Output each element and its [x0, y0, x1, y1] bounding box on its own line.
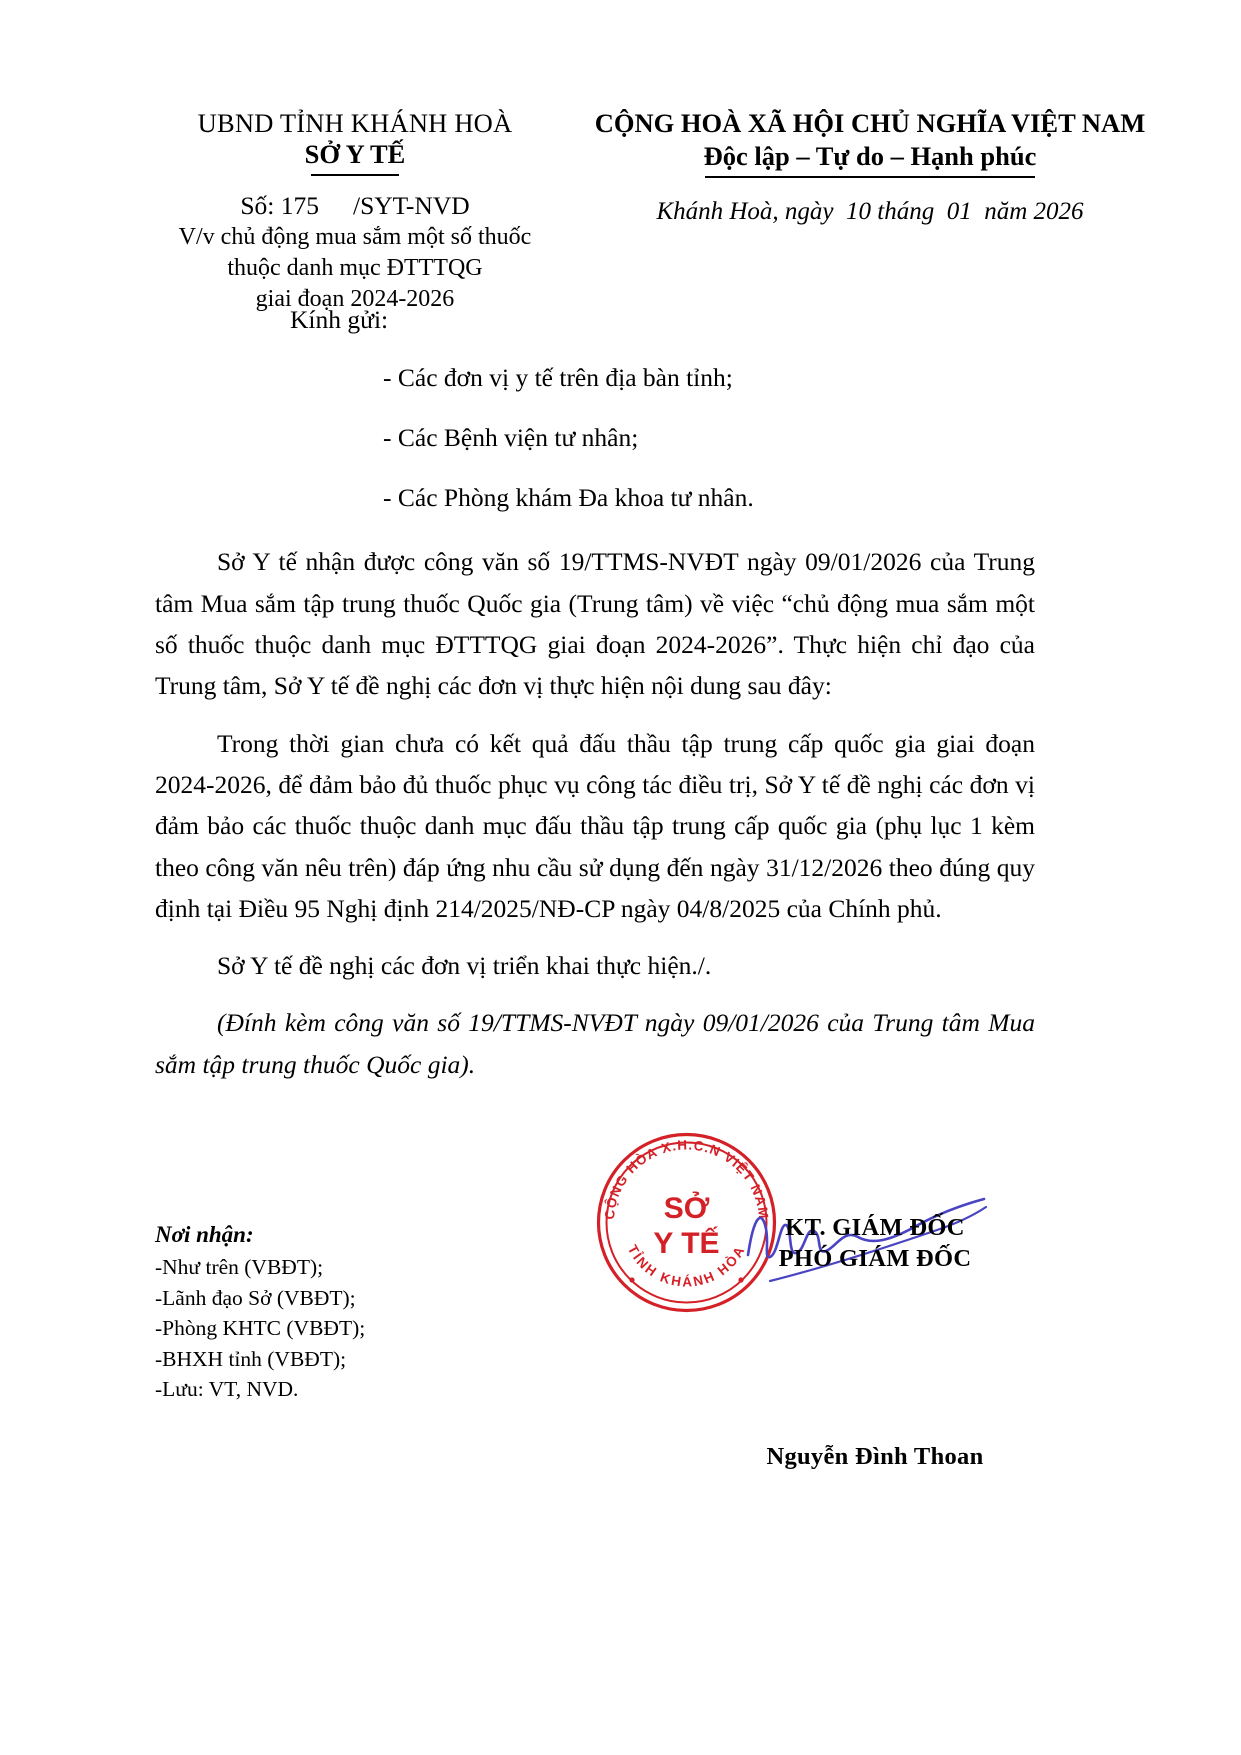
national-heading-block: [590, 108, 1150, 315]
body-paragraph-3: Sở Y tế đề nghị các đơn vị triển khai thực hiện./.: [217, 951, 712, 981]
signature-block: [660, 1212, 1090, 1471]
recipient-item: - Các Phòng khám Đa khoa tư nhân.: [383, 483, 754, 513]
signer-name: Nguyễn Đình Thoan: [766, 1442, 984, 1470]
document-number-line: [120, 190, 590, 222]
place-date-line: Khánh Hoà, ngày 10 tháng 01 năm 2026: [656, 197, 1084, 225]
recipient-item: - Các đơn vị y tế trên địa bàn tỉnh;: [383, 363, 733, 392]
document-number: Số: 175: [240, 190, 319, 220]
document-body: [155, 305, 1035, 1085]
recipients-list-item: -BHXH tỉnh (VBĐT);: [155, 1346, 347, 1371]
recipients-list-title: Nơi nhận:: [155, 1222, 254, 1247]
subject-line-2: thuộc danh mục ĐTTTQG: [227, 254, 483, 281]
org-name-underline: [311, 174, 399, 176]
recipients-list-block: [155, 1222, 485, 1405]
parent-authority-name: UBND TỈNH KHÁNH HOÀ: [197, 108, 513, 138]
national-motto-underline: [705, 176, 1035, 178]
recipients-list-item: -Như trên (VBĐT);: [155, 1255, 324, 1279]
signer-title-line-2: PHÓ GIÁM ĐỐC: [778, 1245, 972, 1273]
recipients-list-item: -Phòng KHTC (VBĐT);: [155, 1316, 366, 1341]
svg-text:SỞ: SỞ: [663, 1192, 710, 1225]
national-motto-wrap: [590, 140, 1150, 178]
signer-title-line-1: KT. GIÁM ĐỐC: [785, 1214, 965, 1241]
recipient-item: - Các Bệnh viện tư nhân;: [383, 423, 639, 453]
attachment-note: (Đính kèm công văn số 19/TTMS-NVĐT ngày 09/01/2026 của Trung tâm Mua sắm tập trung thuốc Quốc gia).: [155, 1008, 1035, 1079]
subject-line-3: giai đoạn 2024-2026: [255, 285, 455, 312]
svg-text:Y TẾ: Y TẾ: [653, 1227, 720, 1260]
salutation: Kính gửi:: [290, 305, 389, 334]
issuing-authority-block: [120, 108, 590, 315]
body-paragraph-2: Trong thời gian chưa có kết quả đấu thầu tập trung cấp quốc gia giai đoạn 2024-2026, để đảm bảo đủ thuốc phục vụ công tác điều trị, Sở Y tế đề nghị các đơn vị đảm bảo các thuốc thuộc danh mục đấu thầu tập trung cấp quốc gia (phụ lục 1 kèm theo công văn nêu trên) đáp ứng nhu cầu sử dụng đến ngày 31/12/2026 theo đúng quy định tại Điều 95 Nghị định 214/2025/NĐ-CP ngày 04/8/2025 của Chính phủ.: [155, 728, 1035, 923]
document-footer: [0, 1214, 1241, 1522]
body-paragraph-1: Sở Y tế nhận được công văn số 19/TTMS-NVĐT ngày 09/01/2026 của Trung tâm Mua sắm tập trung thuốc Quốc gia (Trung tâm) về việc “chủ động mua sắm một số thuốc thuộc danh mục ĐTTTQG giai đoạn 2024-2026”. Thực hiện chỉ đạo của Trung tâm, Sở Y tế đề nghị các đơn vị thực hiện nội dung sau đây:: [155, 547, 1035, 701]
document-number-suffix: /SYT-NVD: [353, 190, 470, 220]
document-header: [0, 108, 1241, 315]
subject-line-1: V/v chủ động mua sắm một số thuốc: [178, 223, 532, 250]
org-name-wrap: [120, 139, 590, 175]
svg-text:CỘNG HÒA X.H.C.N VIỆT NAM: CỘNG HÒA X.H.C.N VIỆT NAM: [601, 1137, 772, 1221]
recipients-list-item: -Lãnh đạo Sở (VBĐT);: [155, 1285, 356, 1310]
organization-name: SỞ Y TẾ: [304, 139, 406, 170]
recipients-list-item: -Lưu: VT, NVD.: [155, 1377, 299, 1402]
national-motto: Độc lập – Tự do – Hạnh phúc: [703, 140, 1037, 171]
national-title: CỘNG HOÀ XÃ HỘI CHỦ NGHĨA VIỆT NAM: [594, 108, 1146, 138]
svg-text:TỈNH KHÁNH HÒA: TỈNH KHÁNH HÒA: [624, 1242, 749, 1290]
